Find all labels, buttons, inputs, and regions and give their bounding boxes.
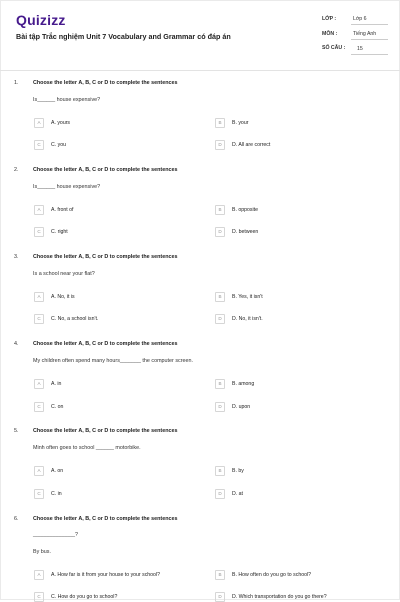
option-letter: A [34, 570, 44, 580]
question-instruction: Choose the letter A, B, C or D to complete the sentences [33, 254, 178, 260]
option-letter: D [215, 140, 225, 150]
class-label: LỚP : [322, 16, 337, 22]
option-letter: B [215, 118, 225, 128]
option-text: C. you [51, 141, 66, 148]
subject-underline [351, 39, 388, 40]
option-text: A. How far is it from your house to your school? [51, 571, 160, 578]
option-text: B. your [232, 119, 249, 126]
question-answer-text: By bus. [33, 549, 51, 555]
option-letter: D [215, 227, 225, 237]
question-text: Is______ house expensive? [33, 184, 101, 190]
option-letter: C [34, 402, 44, 412]
question-number: 3. [14, 254, 19, 260]
header-divider [0, 70, 400, 71]
question-instruction: Choose the letter A, B, C or D to complete the sentences [33, 516, 178, 522]
option-letter: B [215, 205, 225, 215]
question-number: 5. [14, 428, 19, 434]
option-text: D. All are correct [232, 141, 271, 148]
option-text: A. No, it is [51, 293, 75, 300]
option-text: A. on [51, 467, 64, 474]
class-value: Lớp 6 [353, 16, 367, 22]
question-count-value: 15 [357, 46, 363, 52]
option-letter: C [34, 314, 44, 324]
option-text: A. front of [51, 206, 74, 213]
option-text: B. Yes, it isn't [232, 293, 263, 300]
count-underline [351, 54, 388, 55]
option-letter: A [34, 466, 44, 476]
question-instruction: Choose the letter A, B, C or D to complete the sentences [33, 341, 178, 347]
question-text: My children often spend many hours_______ the computer screen. [33, 358, 194, 364]
question-number: 1. [14, 80, 19, 86]
option-letter: A [34, 118, 44, 128]
option-letter: C [34, 489, 44, 499]
question-text: Is a school near your flat? [33, 271, 95, 277]
question-text: Minh often goes to school ______ motorbike. [33, 445, 141, 451]
option-text: C. right [51, 228, 68, 235]
option-text: C. in [51, 490, 62, 497]
option-text: C. on [51, 403, 64, 410]
option-letter: B [215, 379, 225, 389]
option-text: C. No, a school isn't. [51, 315, 99, 322]
option-text: B. opposite [232, 206, 258, 213]
option-text: D. at [232, 490, 243, 497]
worksheet-header [0, 0, 400, 70]
question-number: 6. [14, 516, 19, 522]
subject-label: MÔN : [322, 31, 338, 37]
option-letter: D [215, 592, 225, 602]
option-letter: A [34, 292, 44, 302]
question-text: ______________? [33, 532, 78, 538]
option-letter: D [215, 489, 225, 499]
option-letter: C [34, 227, 44, 237]
option-text: A. yours [51, 119, 71, 126]
option-letter: D [215, 402, 225, 412]
option-text: B. by [232, 467, 244, 474]
option-text: D. No, it isn't. [232, 315, 263, 322]
option-letter: A [34, 379, 44, 389]
option-text: B. How often do you go to school? [232, 571, 312, 578]
option-letter: D [215, 314, 225, 324]
option-text: D. between [232, 228, 259, 235]
option-text: D. upon [232, 403, 251, 410]
question-instruction: Choose the letter A, B, C or D to complete the sentences [33, 167, 178, 173]
option-letter: C [34, 140, 44, 150]
option-text: A. in [51, 380, 62, 387]
question-instruction: Choose the letter A, B, C or D to complete the sentences [33, 80, 178, 86]
option-letter: B [215, 570, 225, 580]
page-title: Bài tập Trắc nghiệm Unit 7 Vocabulary and Grammar có đáp án [16, 32, 231, 41]
question-number: 2. [14, 167, 19, 173]
question-number: 4. [14, 341, 19, 347]
question-text: Is______ house expensive? [33, 97, 101, 103]
option-letter: C [34, 592, 44, 602]
option-text: B. among [232, 380, 255, 387]
class-underline [351, 24, 388, 25]
question-instruction: Choose the letter A, B, C or D to complete the sentences [33, 428, 178, 434]
option-letter: B [215, 466, 225, 476]
question-count-label: SỐ CÂU : [322, 45, 346, 51]
option-letter: A [34, 205, 44, 215]
option-text: C. How do you go to school? [51, 593, 118, 600]
quizizz-logo: Quizizz [16, 12, 66, 28]
option-text: D. Which transportation do you go there? [232, 593, 327, 600]
option-letter: B [215, 292, 225, 302]
subject-value: Tiếng Anh [353, 31, 377, 37]
